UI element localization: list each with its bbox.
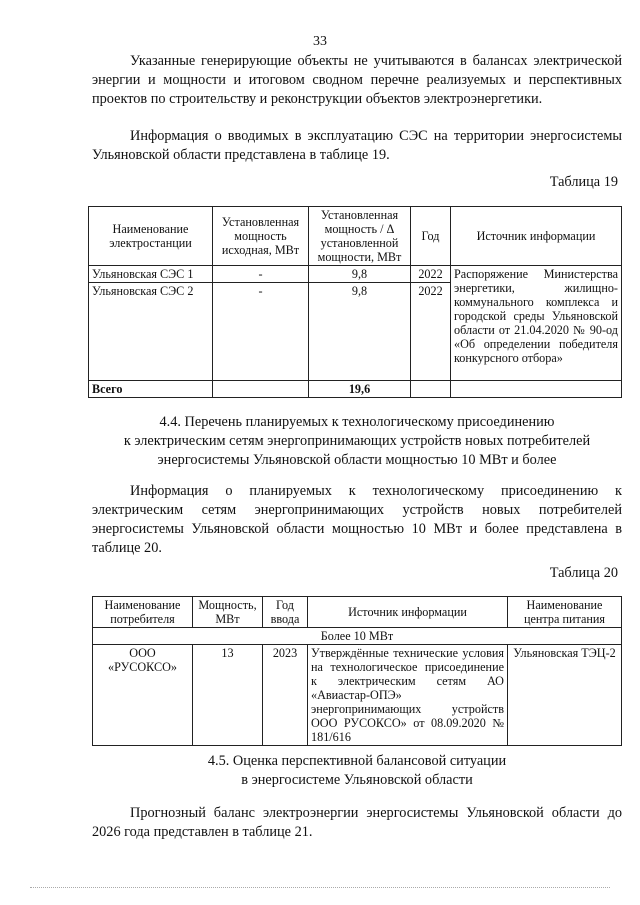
header-center: Наименование центра питания	[508, 597, 622, 628]
paragraph-1-first: Указанные генерирующие объекты не учитываются в балансах	[130, 53, 528, 69]
cell-empty	[411, 381, 451, 398]
paragraph-3	[92, 482, 622, 558]
heading-line: 4.5. Оценка перспективной балансовой ситуации	[207, 753, 507, 769]
heading-line: в энергосистеме Ульяновской области	[241, 772, 473, 788]
heading-line: 4.4. Перечень планируемых к технологическому присоединению	[159, 414, 555, 430]
cell-consumer: ООО «РУСОКСО»	[93, 645, 193, 746]
table-row	[93, 645, 622, 746]
cell-total-value: 19,6	[309, 381, 411, 398]
cell-total-label: Всего	[89, 381, 213, 398]
cell-delta: 9,8	[309, 266, 411, 283]
section-heading-4-4	[92, 413, 622, 470]
header-year: Год	[411, 207, 451, 266]
paragraph-2-first: Информация о вводимых в эксплуатацию СЭС на территории	[130, 128, 525, 144]
cell-delta: 9,8	[309, 283, 411, 381]
header-power: Мощность, МВт	[193, 597, 263, 628]
heading-line: энергосистемы Ульяновской области мощностью 10 МВт и более	[157, 452, 557, 468]
cell-empty	[451, 381, 622, 398]
cell-power: 13	[193, 645, 263, 746]
paragraph-2	[92, 127, 622, 165]
table-19-caption: Таблица 19	[549, 174, 618, 190]
heading-line: к электрическим сетям энергопринимающих устройств новых потребителей	[123, 433, 591, 449]
cell-source: Распоряжение Министерства энергетики, жилищно-коммунального комплекса и городской среды Ульяновской области от 21.04.2020 № 90-од «Об определении победителя конкурсного отбора»	[451, 266, 622, 381]
cell-source: Утверждённые технические условия на технологическое присоединение к электрическим сетям АО «Авиастар-ОПЭ» энергопринимающих устройств ООО РУСОКСО» от 08.09.2020 № 181/616	[308, 645, 508, 746]
paragraph-3-first: Информация о планируемых к технологическому присоединению	[130, 483, 599, 499]
paragraph-4-first: Прогнозный баланс электроэнергии энергосистемы Ульяновской области	[130, 805, 600, 821]
cell-empty	[213, 381, 309, 398]
header-source: Источник информации	[451, 207, 622, 266]
scan-edge-line	[30, 887, 610, 889]
section-heading-4-5	[92, 752, 622, 790]
paragraph-2-rest: энергосистемы Ульяновской области представлена в таблице 19.	[92, 128, 622, 163]
paragraph-4-rest: до 2026 года представлен в таблице 21.	[92, 805, 622, 840]
cell-year: 2023	[263, 645, 308, 746]
table-row	[89, 266, 622, 283]
header-station: Наименование электростанции	[89, 207, 213, 266]
header-year: Год ввода	[263, 597, 308, 628]
group-label: Более 10 МВт	[93, 628, 622, 645]
cell-initial: -	[213, 266, 309, 283]
table-20	[92, 596, 622, 746]
table-20-caption: Таблица 20	[549, 565, 618, 581]
header-consumer: Наименование потребителя	[93, 597, 193, 628]
paragraph-1	[92, 52, 622, 109]
cell-station: Ульяновская СЭС 1	[89, 266, 213, 283]
table-header-row	[89, 207, 622, 266]
header-delta-power: Установленная мощность / Δ установленной мощности, МВт	[309, 207, 411, 266]
table-19	[88, 206, 622, 398]
page-number: 33	[313, 34, 327, 49]
cell-center: Ульяновская ТЭЦ-2	[508, 645, 622, 746]
table-header-row	[93, 597, 622, 628]
table-group-row	[93, 628, 622, 645]
header-initial-power: Установленная мощность исходная, МВт	[213, 207, 309, 266]
paragraph-3-rest: к электрическим сетям энергопринимающих устройств новых потребителей энергосистемы Ульяновской области мощностью 10 МВт и более представлена в таблице 20.	[92, 483, 622, 556]
cell-initial: -	[213, 283, 309, 381]
cell-year: 2022	[411, 266, 451, 283]
cell-station: Ульяновская СЭС 2	[89, 283, 213, 381]
paragraph-1-rest: электрической энергии и мощности и итоговом сводном перечне реализуемых и перспективных проектов по строительству и реконструкции объектов электроэнергетики.	[92, 53, 623, 107]
table-total-row	[89, 381, 622, 398]
paragraph-4	[92, 804, 622, 842]
header-source: Источник информации	[308, 597, 508, 628]
cell-year: 2022	[411, 283, 451, 381]
